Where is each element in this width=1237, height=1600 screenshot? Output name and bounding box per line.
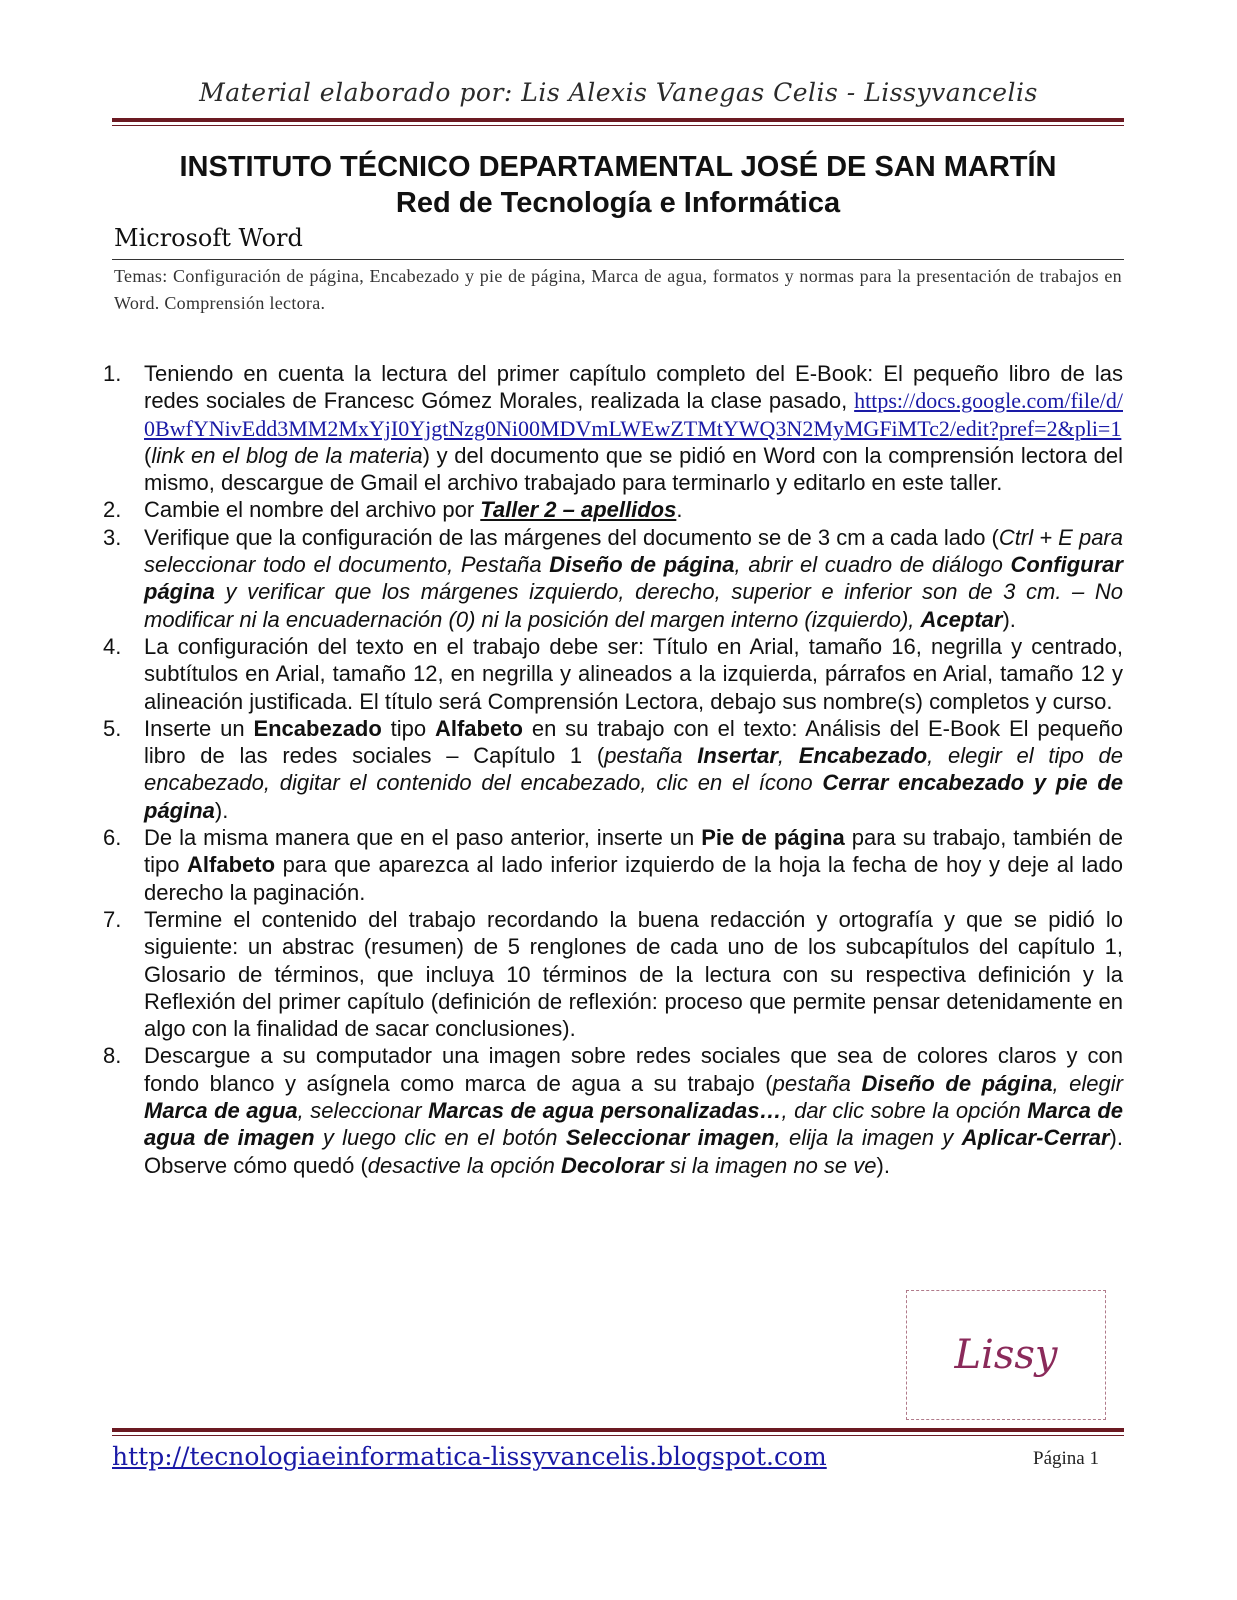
signature-image-placeholder [906, 1290, 1106, 1420]
task-number: 7. [103, 906, 122, 932]
footer-blog-link[interactable]: http://tecnologiaeinformatica-lissyvancelis.blogspot.com [112, 1442, 827, 1471]
subject-title: Microsoft Word [114, 224, 303, 252]
task-text: , seleccionar [297, 1098, 429, 1124]
task-text: Termine el contenido del trabajo recordando la buena redacción y ortografía y que se pidió lo siguiente: un abstrac (resumen) de 5 renglones de cada uno de los subcapítulos del capítulo 1, Glosario de términos, que incluya 10 términos de la lectura con su respectiva definición y la Reflexión del primer capítulo (definición de reflexión: proceso que permite pensar detenidamente en algo con la finalidad de sacar conclusiones). [144, 906, 1123, 1042]
task-text: Diseño de página [549, 552, 735, 578]
task-text: La configuración del texto en el trabajo debe ser: Título en Arial, tamaño 16, negrilla y centrado, subtítulos en Arial, tamaño 12, en negrilla y alineados a la izquierda, párrafos en Arial, tamaño 12 y alineación justificada. El título será Comprensión Lectora, debajo sus nombre(s) completos y curso. [144, 633, 1123, 714]
task-text: ). [214, 797, 229, 823]
task-text: ). [1002, 606, 1016, 632]
task-text: Marcas de agua personalizadas… [428, 1098, 782, 1124]
task-text: pestaña [604, 743, 698, 769]
task-item-1 [103, 360, 1123, 496]
header-rule-thick [112, 118, 1124, 122]
task-text: Verifique que la configuración de las márgenes del documento se de 3 cm a cada lado ( [144, 524, 999, 550]
task-item-4 [103, 633, 1123, 715]
task-number: 1. [103, 361, 122, 386]
task-number: 4. [103, 633, 122, 659]
task-text: Configurar página [144, 552, 1123, 605]
subject-rule [112, 259, 1124, 260]
task-text: Cerrar encabezado y pie de página [144, 770, 1123, 823]
task-text: pestaña [772, 1070, 862, 1096]
task-text: para su trabajo, también de tipo [144, 825, 1123, 878]
task-text: desactive la opción [367, 1152, 562, 1178]
task-text: Ctrl + E para seleccionar todo el documento, Pestaña [144, 524, 1123, 578]
task-text: Pie de página [701, 825, 845, 851]
task-number: 5. [103, 715, 122, 741]
task-text: Encabezado [253, 715, 382, 741]
task-text: Marca de agua de imagen [144, 1098, 1124, 1151]
task-text: , elegir el tipo de encabezado, digitar el contenido del encabezado, clic en el ícono [144, 743, 1124, 796]
task-text: ). [876, 1152, 890, 1178]
task-text: , [777, 743, 799, 769]
task-text: link en el blog de la materia [151, 442, 423, 468]
task-text: De la misma manera que en el paso anterior, inserte un [144, 825, 702, 851]
institution-title: INSTITUTO TÉCNICO DEPARTAMENTAL JOSÉ DE SAN MARTÍN [179, 151, 1057, 183]
task-item-3 [103, 524, 1123, 633]
task-item-5 [103, 715, 1123, 824]
task-text: Aplicar-Cerrar [961, 1125, 1110, 1151]
task-text: Seleccionar imagen [565, 1125, 775, 1151]
header-author-line: Material elaborado por: Lis Alexis Vanegas Celis - Lissyvancelis [199, 78, 1038, 107]
task-text: , abrir el cuadro de diálogo [734, 552, 1011, 578]
task-text: para que aparezca al lado inferior izquierdo de la hoja la fecha de hoy y deje al lado derecho la paginación. [144, 852, 1123, 905]
task-text: Alfabeto [187, 852, 276, 878]
topics-text: Temas: Configuración de página, Encabezado y pie de página, Marca de agua, formatos y normas para la presentación de trabajos en Word. Comprensión lectora. [114, 266, 1122, 313]
task-text: , elija la imagen y [774, 1125, 962, 1151]
task-number: 2. [103, 497, 122, 523]
task-text: ). Observe cómo quedó ( [144, 1125, 1123, 1178]
signature-text: Lissy [954, 1332, 1058, 1378]
task-text: Inserte un [144, 715, 254, 741]
header-rule-thin [112, 125, 1124, 126]
file-name-text: Taller 2 – apellidos [480, 497, 677, 523]
task-text: Alfabeto [434, 715, 523, 741]
task-text: , elegir [1052, 1070, 1123, 1096]
footer-rule-thin [112, 1435, 1124, 1436]
task-text: Cambie el nombre del archivo por [144, 497, 481, 523]
task-number: 3. [103, 524, 122, 550]
task-text: y verificar que los márgenes izquierdo, derecho, superior e inferior son de 3 cm. – No modificar ni la encuadernación (0) ni la posición del margen interno (izquierdo), [144, 579, 1123, 632]
task-text: Marca de agua [144, 1098, 298, 1124]
task-item-2 [103, 496, 1123, 523]
task-text: tipo [381, 715, 435, 741]
task-text: Decolorar [561, 1152, 664, 1178]
task-text: ( [144, 442, 152, 468]
task-text: si la imagen no se ve [663, 1152, 877, 1178]
task-item-8 [103, 1042, 1123, 1178]
network-title: Red de Tecnología e Informática [395, 187, 841, 219]
task-number: 8. [103, 1043, 122, 1069]
task-text: Insertar [697, 743, 778, 769]
task-text: ) y del documento que se pidió en Word con la comprensión lectora del mismo, descargue de Gmail el archivo trabajado para terminarlo y editarlo en este taller. [144, 442, 1123, 496]
task-item-7 [103, 906, 1123, 1042]
task-text: , dar clic sobre la opción [781, 1098, 1028, 1124]
ebook-link[interactable]: https://docs.google.com/file/d/0BwfYNivEdd3MM2MxYjI0YjgtNzg0Ni00MDVmLWEwZTMtYWQ3N2MyMGFiMTc2/edit?pref=2&pli=1 [144, 388, 1123, 441]
task-text: Teniendo en cuenta la lectura del primer capítulo completo del E-Book: El pequeño libro de las redes sociales de Francesc Gómez Morales, realizada la clase pasado, [144, 361, 1123, 414]
task-number: 6. [103, 825, 122, 851]
task-list [103, 360, 1123, 1179]
task-text: . [676, 497, 683, 523]
task-text: Aceptar [920, 606, 1003, 632]
footer-page-number: Página 1 [1033, 1448, 1099, 1469]
task-text: en su trabajo con el texto: Análisis del E-Book El pequeño libro de las redes sociales – Capítulo 1 ( [144, 715, 1124, 769]
task-text: Descargue a su computador una imagen sobre redes sociales que sea de colores claros y con fondo blanco y asígnela como marca de agua a su trabajo ( [144, 1043, 1123, 1096]
task-text: Diseño de página [861, 1070, 1053, 1096]
footer-rule-thick [112, 1428, 1124, 1432]
task-text: y luego clic en el botón [314, 1125, 566, 1151]
task-item-6 [103, 824, 1123, 906]
task-text: Encabezado [798, 743, 928, 769]
